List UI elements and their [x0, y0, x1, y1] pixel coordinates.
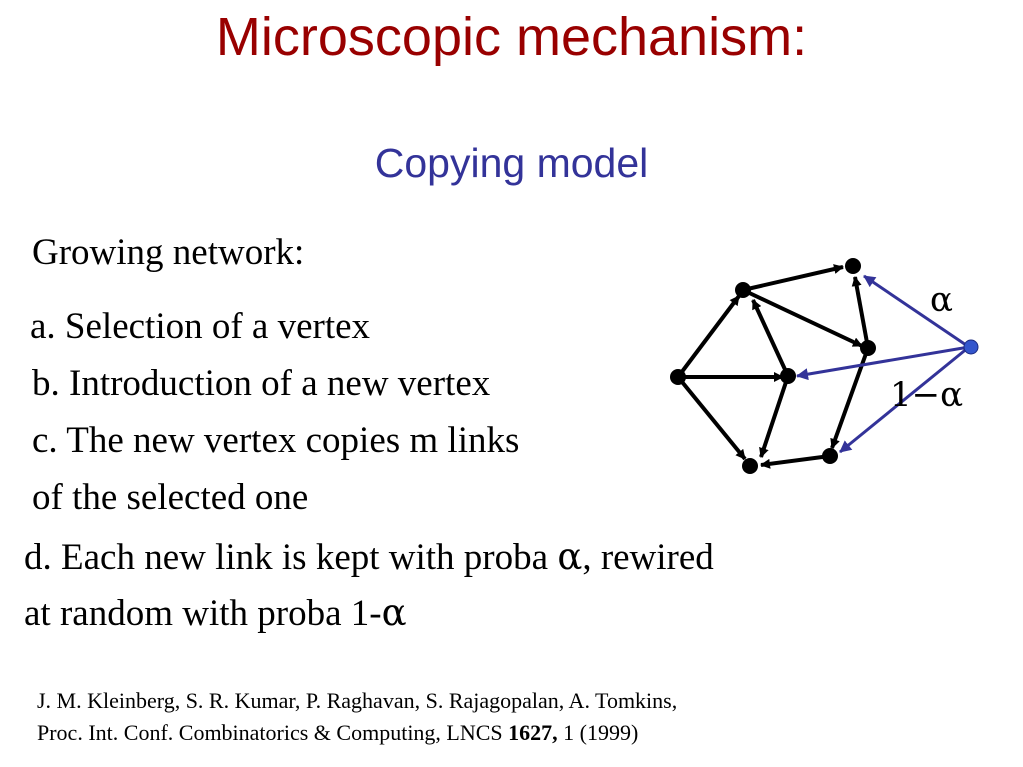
alpha-symbol: α	[557, 535, 583, 578]
alpha-symbol-2: α	[381, 591, 407, 634]
vertex	[860, 340, 876, 356]
slide-subtitle: Copying model	[374, 140, 649, 186]
reference-text: Proc. Int. Conf. Combinatorics & Computing, LNCS	[37, 720, 509, 745]
graph-edge	[761, 376, 788, 457]
step-d-line1-text: d. Each new link is kept with proba	[24, 537, 558, 578]
graph-edge	[743, 267, 843, 290]
step-d-line2-text: at random with proba 1-	[24, 593, 382, 634]
reference-line2	[37, 718, 638, 748]
existing-edges	[678, 267, 868, 465]
vertex	[670, 369, 686, 385]
step-d-line1-rest: , rewired	[582, 537, 714, 578]
alpha-label: α	[930, 280, 953, 320]
growing-network-heading: Growing network:	[32, 232, 305, 273]
graph-edge	[678, 296, 739, 377]
reference-year: 1 (1999)	[557, 720, 639, 745]
step-c-line2: of the selected one	[32, 477, 309, 518]
new-link-kept	[864, 276, 969, 347]
graph-edge	[761, 456, 830, 465]
step-b: b. Introduction of a new vertex	[32, 363, 491, 404]
slide-title: Microscopic mechanism:	[215, 7, 808, 67]
step-c-line1: c. The new vertex copies m links	[32, 420, 520, 461]
graph-edge	[753, 300, 788, 376]
vertex	[780, 368, 796, 384]
new-link-copied	[797, 347, 969, 376]
step-a: a. Selection of a vertex	[30, 306, 371, 347]
vertex	[845, 258, 861, 274]
reference-volume: 1627,	[508, 720, 558, 745]
vertex	[822, 448, 838, 464]
vertex	[742, 458, 758, 474]
graph-edge	[678, 377, 745, 459]
reference-line1: J. M. Kleinberg, S. R. Kumar, P. Raghavan, S. Rajagopalan, A. Tomkins,	[37, 688, 678, 713]
vertex	[735, 282, 751, 298]
new-vertex	[964, 340, 978, 354]
one-minus-alpha-label: 1−α	[890, 375, 964, 415]
graph-edge	[855, 277, 868, 348]
